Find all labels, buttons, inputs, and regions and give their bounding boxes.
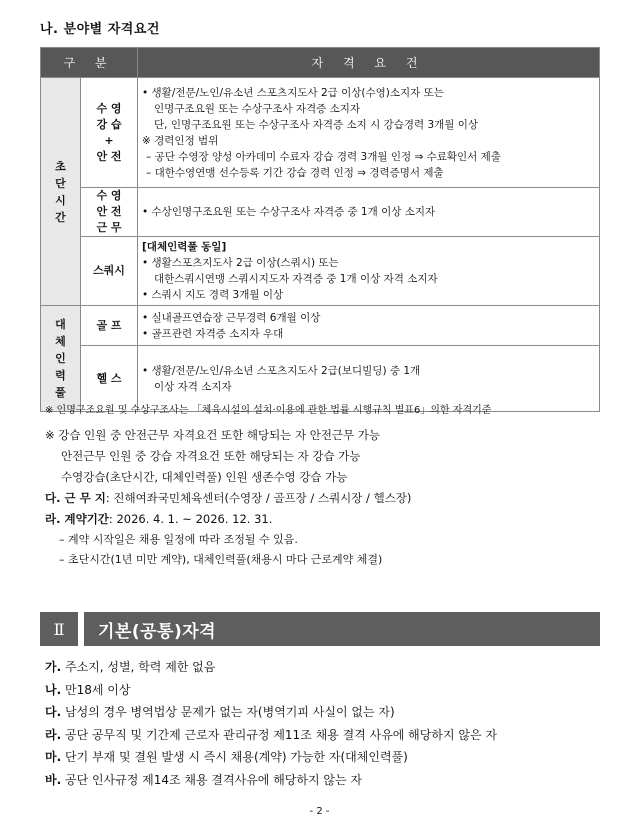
workplace-line <box>45 488 605 509</box>
cond-squash: [대체인력풀 동일] • 생활스포츠지도사 2급 이상(스쿼시) 또는 대한스쿼시연맹 스쿼시지도자 자격증 중 1개 이상 자격 소지자 • 스쿼시 지도 경력 3개월 이상 <box>138 237 600 306</box>
table-row <box>41 306 600 346</box>
period-label: 라. 계약기간 <box>45 512 109 526</box>
list-item: 가. 주소지, 성별, 학력 제한 없음 <box>45 660 216 674</box>
note-2: 안전근무 인원 중 강습 자격요건 또한 해당되는 자 강습 가능 <box>61 449 361 463</box>
notes-block <box>45 403 605 570</box>
cond-swim-teach: • 생활/전문/노인/유소년 스포츠지도사 2급 이상(수영)소지자 또는 인명구조요원 또는 수상구조사 자격증 소지자 단, 인명구조요원 또는 수상구조사 자격증 소지 시 강습경력 3개월 이상 ※ 경력인정 범위 – 공단 수영장 양성 아카데미 수료자 강습 경력 3개월 인정 ⇒ 수료확인서 제출 – 대한수영연맹 선수등록 기간 강습 경력 인정 ⇒ 경력증명서 제출 <box>138 78 600 188</box>
header-category: 구 분 <box>41 48 138 78</box>
category-ultra-short: 초 단 시 간 <box>41 78 81 306</box>
period-value: : 2026. 4. 1. ~ 2026. 12. 31. <box>108 512 273 526</box>
workplace-value: : 진해여좌국민체육센터(수영장 / 골프장 / 스쿼시장 / 헬스장) <box>105 491 412 505</box>
sub-golf: 골 프 <box>81 306 138 346</box>
sub-swim-safety: 수 영 안 전 근 무 <box>81 188 138 237</box>
section-number: Ⅱ <box>40 612 78 646</box>
sub-squash: 스쿼시 <box>81 237 138 306</box>
list-item: 라. 공단 공무직 및 기간제 근로자 관리규정 제11조 채용 결격 사유에 해당하지 않은 자 <box>45 727 497 742</box>
page-number: - 2 - <box>309 806 330 817</box>
cond-health: • 생활/전문/노인/유소년 스포츠지도사 2급(보디빌딩) 중 1개 이상 자격 소지자 <box>138 346 600 412</box>
requirements-table <box>40 47 600 412</box>
table-row <box>41 78 600 188</box>
section-banner <box>40 612 600 646</box>
list-item: 다. 남성의 경우 병역법상 문제가 없는 자(병역기피 사실이 없는 자) <box>45 705 395 719</box>
table-row <box>41 346 600 412</box>
sub-health: 헬 스 <box>81 346 138 412</box>
cond-golf: • 실내골프연습장 근무경력 6개월 이상 • 골프관련 자격증 소지자 우대 <box>138 306 600 346</box>
table-row <box>41 237 600 306</box>
period-sub-2: – 초단시간(1년 미만 계약), 대체인력풀(채용시 마다 근로계약 체결) <box>59 553 383 566</box>
period-sub-1: – 계약 시작일은 채용 일정에 따라 조정될 수 있음. <box>59 533 298 546</box>
sub-swim-teach: 수 영 강 습 + 안 전 <box>81 78 138 188</box>
note-1: ※ 강습 인원 중 안전근무 자격요건 또한 해당되는 자 안전근무 가능 <box>45 428 381 442</box>
note-lifeguard-standard: ※ 인명구조요원 및 수상구조사는 「체육시설의 설치·이용에 관한 법률 시행규칙 별표6」의한 자격기준 <box>45 405 492 416</box>
cond-swim-safety: • 수상인명구조요원 또는 수상구조사 자격증 중 1개 이상 소지자 <box>138 188 600 237</box>
table-row <box>41 188 600 237</box>
list-item: 나. 만18세 이상 <box>45 682 131 697</box>
list-item: 바. 공단 인사규정 제14조 채용 결격사유에 해당하지 않는 자 <box>45 772 362 787</box>
section-title: 나. 분야별 자격요건 <box>40 22 160 37</box>
period-line <box>45 509 605 530</box>
basic-requirements-list <box>45 656 605 791</box>
table-header-row <box>41 48 600 78</box>
category-substitute-pool: 대 체 인 력 풀 <box>41 306 81 412</box>
note-3: 수영강습(초단시간, 대체인력풀) 인원 생존수영 강습 가능 <box>61 470 348 484</box>
section-banner-title: 기본(공통)자격 <box>84 612 600 646</box>
header-requirements: 자 격 요 건 <box>138 48 600 78</box>
workplace-label: 다. 근 무 지 <box>45 491 106 505</box>
list-item: 마. 단기 부재 및 결원 발생 시 즉시 채용(계약) 가능한 자(대체인력풀) <box>45 750 408 764</box>
